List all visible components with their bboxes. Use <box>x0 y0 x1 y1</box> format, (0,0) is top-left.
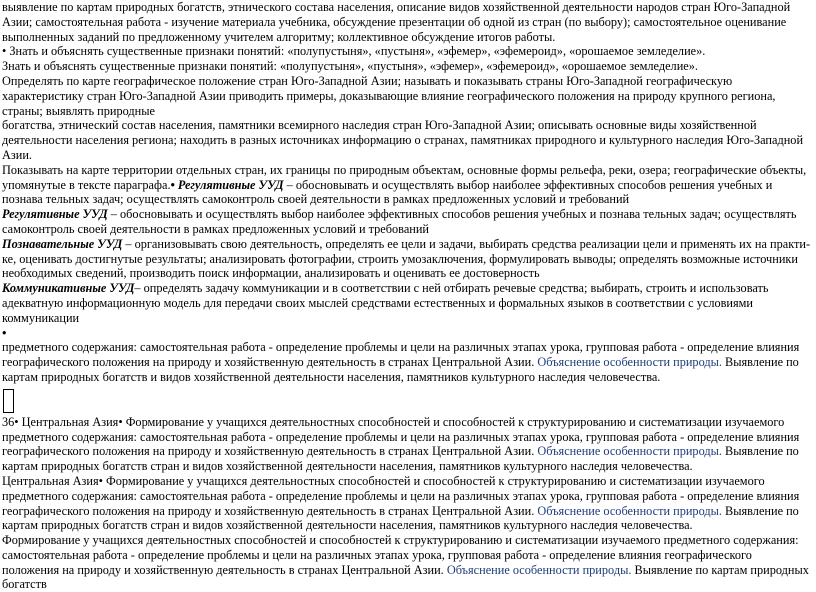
paragraph-5: богатства, этнический состав населения, памятники всемирного наследия стран Юго-Западной Азии; описывать основные виды хозяйственной деятельности населения региона; находить в разных источниках информацию о странах, памятниках природного и культурного наследия Юго-Западной Азии. <box>2 118 804 162</box>
regulative-label-inline: • Регулятивные УУД <box>170 177 284 192</box>
cognitive-label: Познавательные УУД <box>2 236 123 251</box>
paragraph-14-b: Объяснение особенности природы. <box>446 562 632 577</box>
regulative-label: Регулятивные УУД <box>2 207 108 222</box>
paragraph-4: Определять по карте географическое положение стран Юго-Западной Азии; называть и показывать страны Юго-Западной географическую характеристику стран Юго-Западной Азии приводить примеры, доказывающие влияние географического положения на природу крупного региона, страны; выявлять природные <box>2 73 776 118</box>
paragraph-13 <box>2 474 812 533</box>
paragraph-11-a: предметного содержания: самостоятельная работа - определение проблемы и цели на различных этапах урока, групповая работа - определение влияния географического положения на природу и хозяйственную деятельность в странах Центральной Азии. <box>2 340 800 370</box>
paragraph-14-a: Формирование у учащихся деятельностных способностей и способностей к структурированию и систематизации изучаемого предметного содержания: самостоятельная работа - определение проблемы и цели на различных этапах урока, групповая работа - определение влияния географического положения на природу и хозяйственную деятельность в странах Центральной Азии. <box>2 533 799 577</box>
paragraph-11-c: Выявление по картам природных богатств и видов хозяйственной деятельности населения, памятников культурного наследия человечества. <box>2 355 799 384</box>
paragraph-13-c: Выявление по картам природных богатств стран и видов хозяйственной деятельности населения, памятников культурного наследия человечества. <box>2 503 799 533</box>
paragraph-9-rest: – определять задачу коммуникации и в соответствии с ней отбирать речевые средства; выбирать, строить и использовать адекватную информационную модель для передачи своих мыслей средствами естественных и формальных языков в соответствии с условиями коммуникации <box>2 281 769 325</box>
paragraph-3: Знать и объяснять существенные признаки понятий: «полупустыня», «пустыня», «эфемер», «эфемероид», «орошаемое земледелие». <box>2 59 698 74</box>
paragraph-13-a: Центральная Азия• Формирование у учащихся деятельностных способностей и способностей к структурированию и систематизации изучаемого предметного содержания: самостоятельная работа - определение проблемы и цели на различных этапах урока, групповая работа - определение влияния географического положения на природу и хозяйственную деятельность в странах Центральной Азии. <box>2 473 800 518</box>
paragraph-8-rest: – организовывать свою деятельность, определять ее цели и задачи, выбирать средства реализации цели и применять их на практи-ке, оценивать достигнутые результаты; анализировать фотографии, строить умозаключения, формулировать выводы; определять возможные источники необходимых сведений, производить поиск информации, анализировать и оценивать ее достоверность <box>2 236 811 281</box>
paragraph-7 <box>2 207 812 237</box>
paragraph-14-c: Выявление по картам природных богатств <box>2 562 809 592</box>
paragraph-9 <box>2 281 812 325</box>
empty-text-box <box>3 389 14 413</box>
bullet-line: • <box>2 325 7 340</box>
paragraph-8 <box>2 237 812 281</box>
paragraph-6-rest: – обосновывать и осуществлять выбор наиболее эффективных способов решения учебных и познава тельных задач; осуществлять самоконтроль своей деятельности в рамках предложенных условий и требований <box>2 177 773 207</box>
paragraph-11 <box>2 340 812 384</box>
paragraph-2: • Знать и объяснять существенные признаки понятий: «полупустыня», «пустыня», «эфемер», «эфемероид», «орошаемое земледелие». <box>2 44 706 59</box>
paragraph-12 <box>2 415 812 474</box>
paragraph-12-c: Выявление по картам природных богатств стран и видов хозяйственной деятельности населения, памятников культурного наследия человечества. <box>2 444 799 474</box>
paragraph-14 <box>2 533 812 592</box>
paragraph-12-b: Объяснение особенности природы. <box>537 444 722 459</box>
paragraph-12-a: 36• Центральная Азия• Формирование у учащихся деятельностных способностей и способностей к структурированию и систематизации изучаемого предметного содержания: самостоятельная работа - определение проблемы и цели на различных этапах урока, групповая работа - определение влияния географического положения на природу и хозяйственную деятельность в странах Центральной Азии. <box>2 414 800 459</box>
communicative-label: Коммуникативные УУД <box>2 281 135 296</box>
paragraph-11-b: Объяснение особенности природы. <box>537 355 722 370</box>
paragraph-1: выявление по картам природных богатств, этнического состава населения, описание видов хозяйственной деятельности народов стран Юго-Западной Азии; самостоятельная работа - изучение материала учебника, обсуждение презентации об одной из стран (по выбору); самостоятельное оценивание выполненных заданий по предложенному учителем алгоритму; коллективное обсуждение итогов работы. <box>2 0 791 44</box>
paragraph-6 <box>2 163 812 207</box>
paragraph-13-b: Объяснение особенности природы. <box>537 503 722 518</box>
paragraph-6-text: Показывать на карте территории отдельных стран, их границы по природным объектам, основные формы рельефа, реки, озера; географические объекты, упомянутые в тексте параграфа. <box>2 162 807 192</box>
paragraph-7-rest: – обосновывать и осуществлять выбор наиболее эффективных способов решения учебных и познава тельных задач; осуществлять самоконтроль своей деятельности в рамках предложенных условий и требований <box>2 207 797 236</box>
